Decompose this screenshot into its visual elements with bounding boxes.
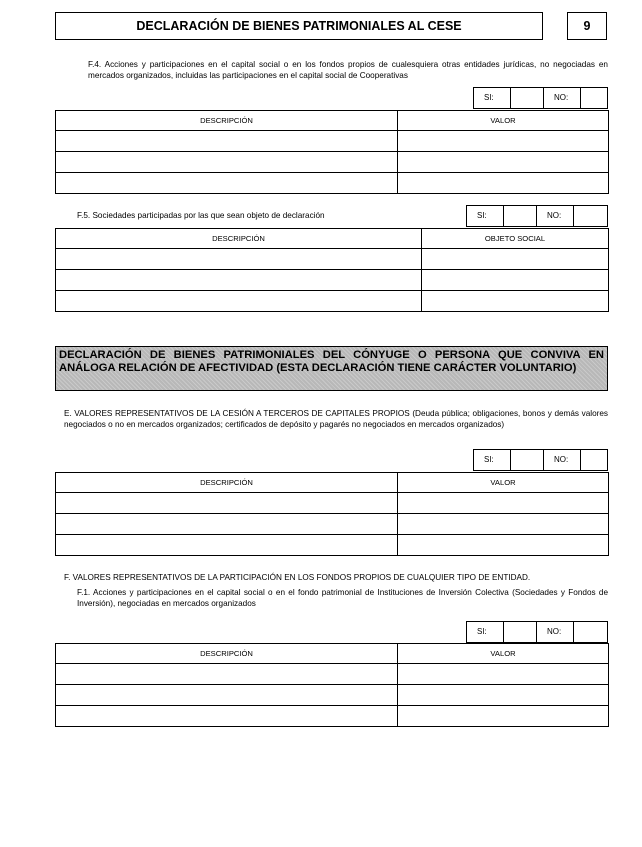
f4-si-checkbox[interactable] bbox=[511, 88, 544, 108]
valor-cell[interactable] bbox=[398, 173, 609, 194]
column-header-descripcion: DESCRIPCIÓN bbox=[56, 229, 422, 249]
objeto-social-cell[interactable] bbox=[422, 270, 609, 291]
descripcion-cell[interactable] bbox=[56, 535, 398, 556]
column-header-objeto-social: OBJETO SOCIAL bbox=[422, 229, 609, 249]
objeto-social-cell[interactable] bbox=[422, 291, 609, 312]
f1-si-checkbox[interactable] bbox=[504, 622, 537, 642]
valor-cell[interactable] bbox=[398, 514, 609, 535]
section-e-text: E. VALORES REPRESENTATIVOS DE LA CESIÓN A TERCEROS DE CAPITALES PROPIOS (Deuda pública; obligaciones, bonos y demás valores negociados o no en mercados organizados; certificados de depósito y pagarés no negociados en mercados organizados) bbox=[64, 409, 608, 429]
column-header-descripcion: DESCRIPCIÓN bbox=[56, 473, 398, 493]
e-table bbox=[55, 472, 609, 556]
descripcion-cell[interactable] bbox=[56, 173, 398, 194]
page-title: DECLARACIÓN DE BIENES PATRIMONIALES AL CESE bbox=[55, 12, 543, 40]
column-header-valor: VALOR bbox=[398, 473, 609, 493]
no-label: NO: bbox=[544, 88, 581, 108]
table-row bbox=[56, 706, 609, 727]
f1-si-no-box bbox=[466, 621, 608, 643]
f4-no-checkbox[interactable] bbox=[581, 88, 607, 108]
e-no-checkbox[interactable] bbox=[581, 450, 607, 470]
section-f5-text: F.5. Sociedades participadas por las que sean objeto de declaración bbox=[77, 211, 325, 220]
valor-cell[interactable] bbox=[398, 664, 609, 685]
si-label: SI: bbox=[474, 88, 511, 108]
table-row bbox=[56, 685, 609, 706]
table-row bbox=[56, 291, 609, 312]
column-header-valor: VALOR bbox=[398, 111, 609, 131]
valor-cell[interactable] bbox=[398, 131, 609, 152]
no-label: NO: bbox=[537, 206, 574, 226]
valor-cell[interactable] bbox=[398, 535, 609, 556]
f4-si-no-box bbox=[473, 87, 608, 109]
descripcion-cell[interactable] bbox=[56, 685, 398, 706]
descripcion-cell[interactable] bbox=[56, 249, 422, 270]
descripcion-cell[interactable] bbox=[56, 493, 398, 514]
descripcion-cell[interactable] bbox=[56, 514, 398, 535]
column-header-descripcion: DESCRIPCIÓN bbox=[56, 111, 398, 131]
valor-cell[interactable] bbox=[398, 706, 609, 727]
descripcion-cell[interactable] bbox=[56, 152, 398, 173]
valor-cell[interactable] bbox=[398, 493, 609, 514]
descripcion-cell[interactable] bbox=[56, 706, 398, 727]
si-label: SI: bbox=[467, 622, 504, 642]
si-label: SI: bbox=[474, 450, 511, 470]
column-header-valor: VALOR bbox=[398, 644, 609, 664]
f1-table bbox=[55, 643, 609, 727]
descripcion-cell[interactable] bbox=[56, 664, 398, 685]
table-row bbox=[56, 664, 609, 685]
no-label: NO: bbox=[544, 450, 581, 470]
column-header-descripcion: DESCRIPCIÓN bbox=[56, 644, 398, 664]
table-row bbox=[56, 152, 609, 173]
table-row bbox=[56, 535, 609, 556]
f1-no-checkbox[interactable] bbox=[574, 622, 607, 642]
section-f-heading: F. VALORES REPRESENTATIVOS DE LA PARTICIPACIÓN EN LOS FONDOS PROPIOS DE CUALQUIER TIPO DE ENTIDAD. bbox=[64, 573, 531, 582]
e-si-no-box bbox=[473, 449, 608, 471]
table-row bbox=[56, 249, 609, 270]
f4-table bbox=[55, 110, 609, 194]
descripcion-cell[interactable] bbox=[56, 270, 422, 291]
f5-table bbox=[55, 228, 609, 312]
f5-no-checkbox[interactable] bbox=[574, 206, 607, 226]
table-row bbox=[56, 270, 609, 291]
spouse-declaration-banner: DECLARACIÓN DE BIENES PATRIMONIALES DEL CÓNYUGE O PERSONA QUE CONVIVA EN ANÁLOGA RELACIÓN DE AFECTIVIDAD (ESTA DECLARACIÓN TIENE CARÁCTER VOLUNTARIO) bbox=[55, 346, 608, 391]
valor-cell[interactable] bbox=[398, 685, 609, 706]
table-row bbox=[56, 493, 609, 514]
f5-si-checkbox[interactable] bbox=[504, 206, 537, 226]
no-label: NO: bbox=[537, 622, 574, 642]
e-si-checkbox[interactable] bbox=[511, 450, 544, 470]
page-number: 9 bbox=[567, 12, 607, 40]
section-f1-text: F.1. Acciones y participaciones en el capital social o en el fondo patrimonial de Instituciones de Inversión Colectiva (Sociedades y Fondos de Inversión), negociadas en mercados organizados bbox=[77, 588, 608, 608]
descripcion-cell[interactable] bbox=[56, 131, 398, 152]
section-f4-text: F.4. Acciones y participaciones en el capital social o en los fondos propios de cualesquiera otras entidades jurídicas, no negociadas en mercados organizados, incluidas las participaciones en el capital social de Cooperativas bbox=[88, 60, 608, 80]
objeto-social-cell[interactable] bbox=[422, 249, 609, 270]
f5-si-no-box bbox=[466, 205, 608, 227]
table-row bbox=[56, 131, 609, 152]
si-label: SI: bbox=[467, 206, 504, 226]
valor-cell[interactable] bbox=[398, 152, 609, 173]
table-row bbox=[56, 514, 609, 535]
table-row bbox=[56, 173, 609, 194]
descripcion-cell[interactable] bbox=[56, 291, 422, 312]
